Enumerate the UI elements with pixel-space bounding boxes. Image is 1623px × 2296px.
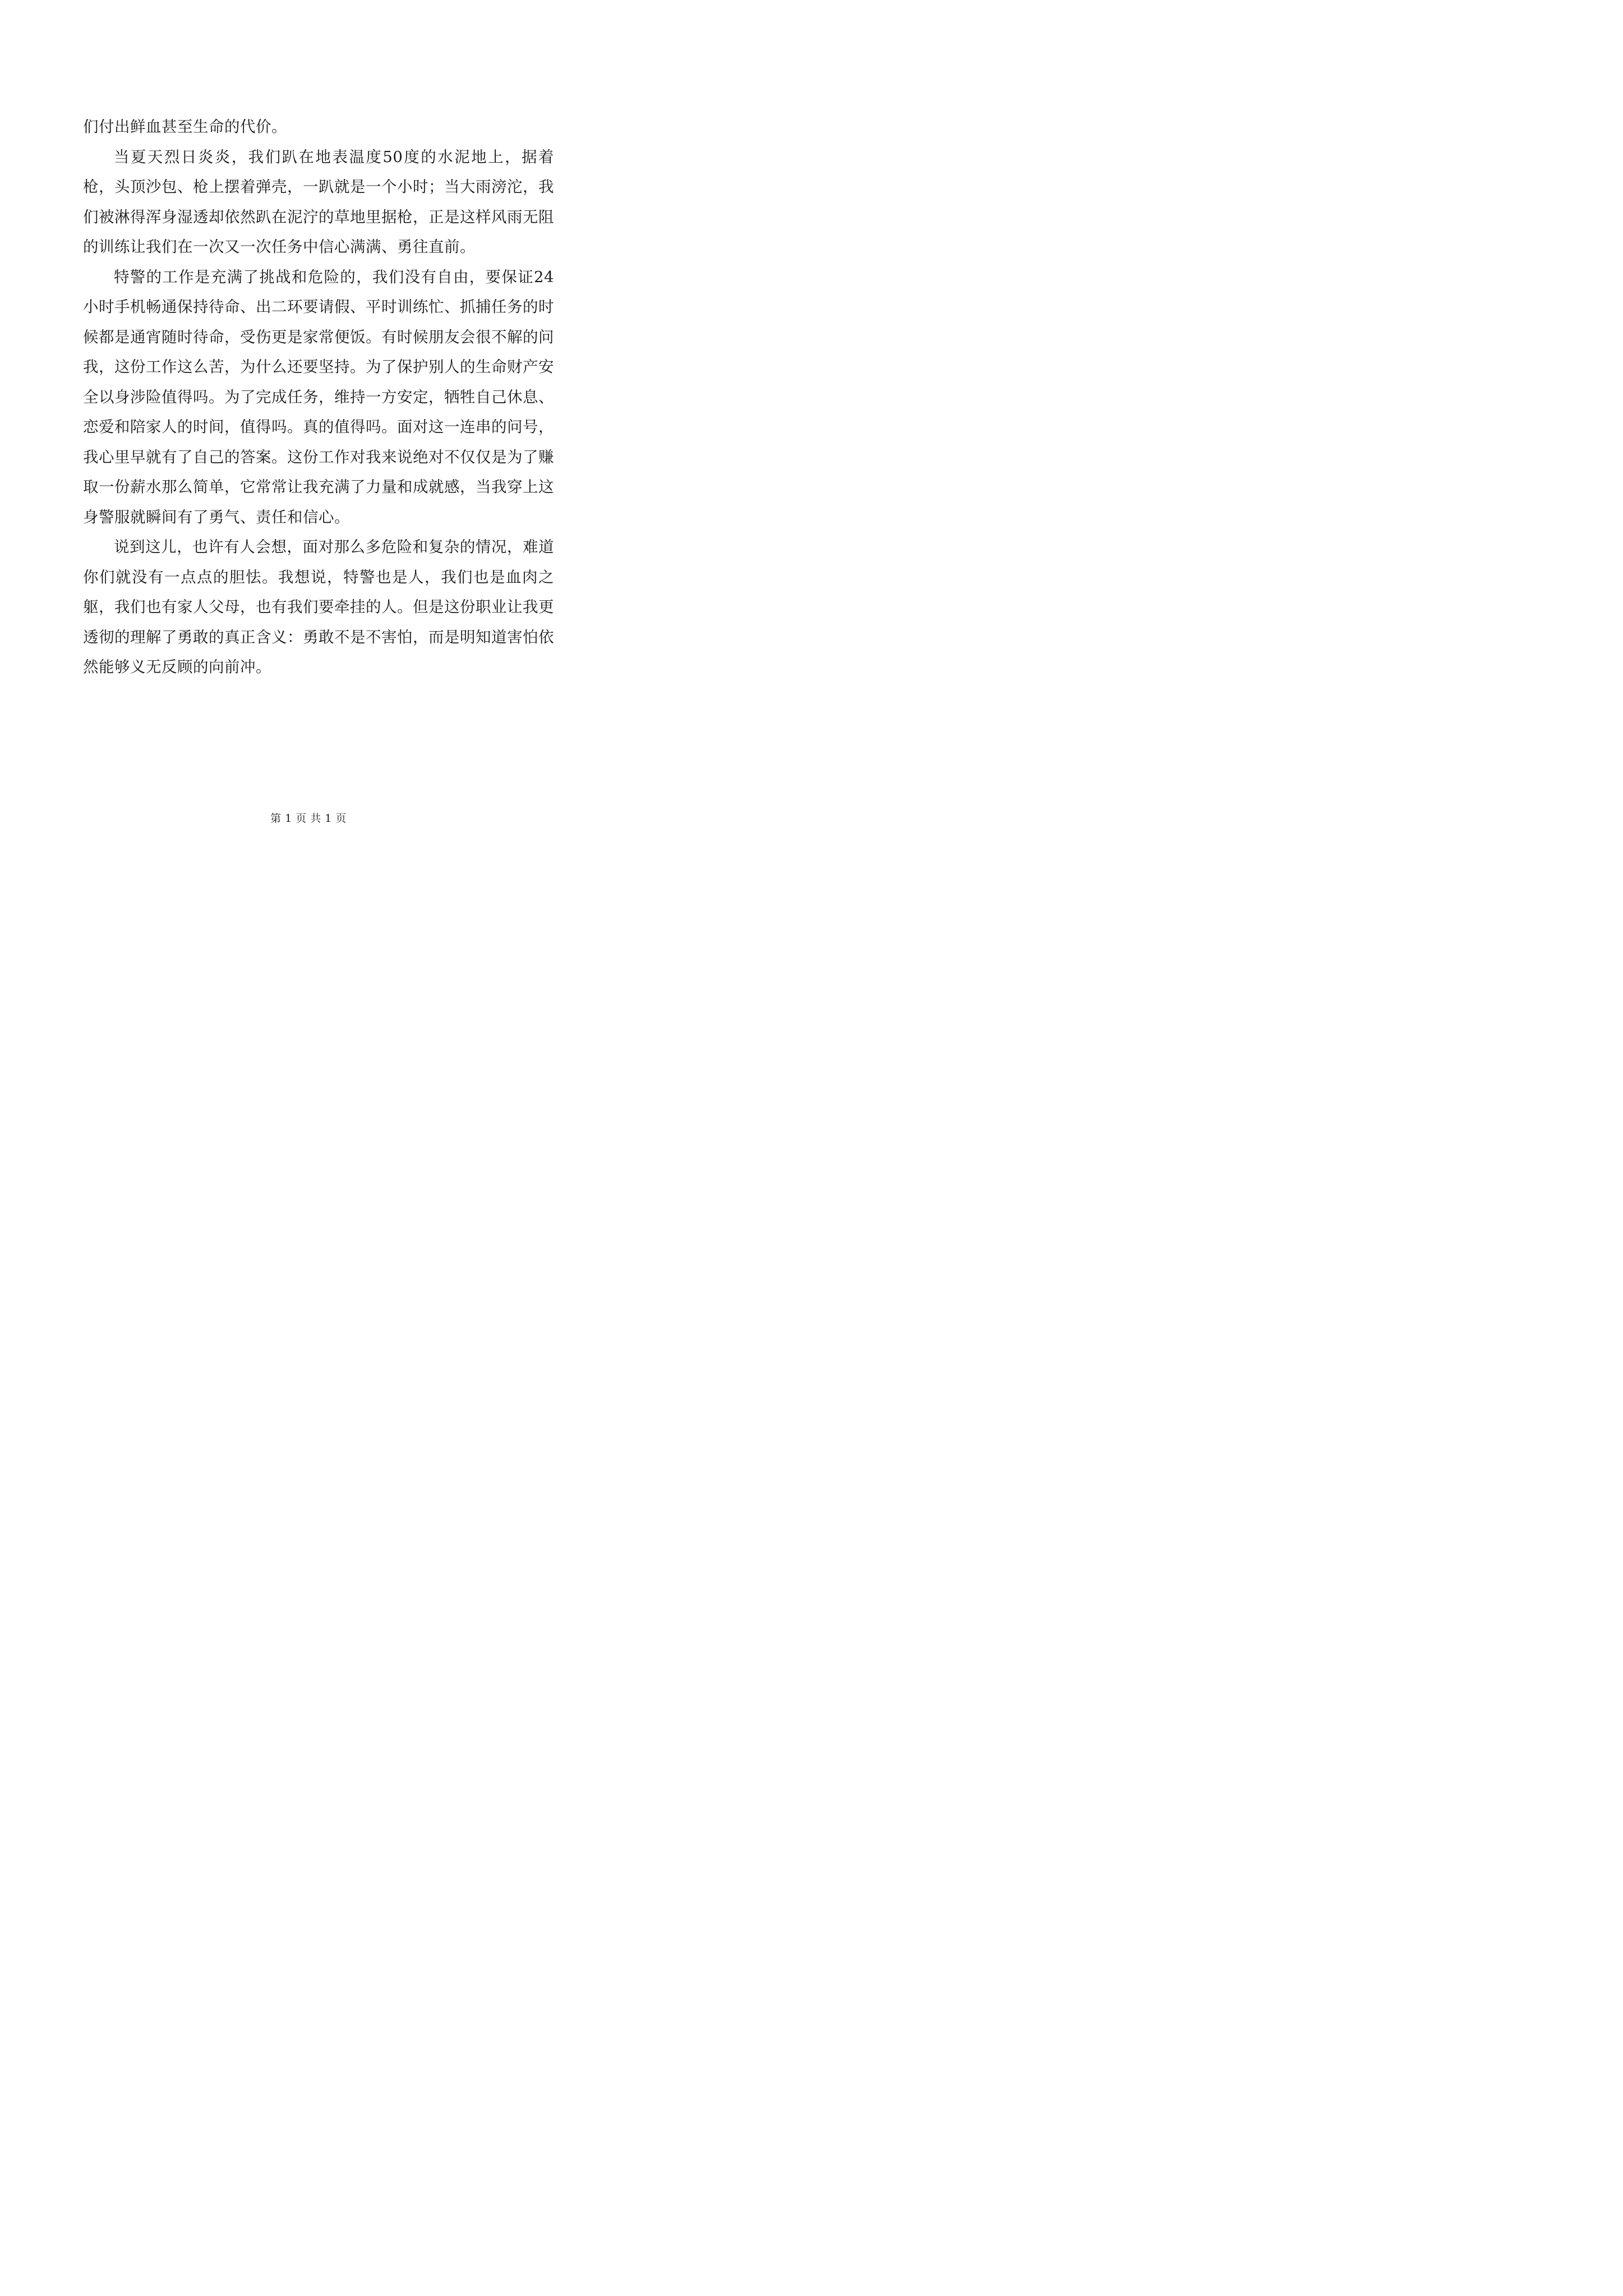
paragraph-work-challenges: 特警的工作是充满了挑战和危险的，我们没有自由，要保证24小时手机畅通保持待命、出二环要请假、平时训练忙、抓捕任务的时候都是通宵随时待命，受伤更是家常便饭。有时候朋友会很不解的问我，这份工作这么苦，为什么还要坚持。为了保护别人的生命财产安全以身涉险值得吗。为了完成任务，维持一方安定，牺牲自己休息、恋爱和陪家人的时间，值得吗。真的值得吗。面对这一连串的问号，我心里早就有了自己的答案。这份工作对我来说绝对不仅仅是为了赚取一份薪水那么简单，它常常让我充满了力量和成就感，当我穿上这身警服就瞬间有了勇气、责任和信心。 <box>83 268 554 526</box>
paragraph-training: 当夏天烈日炎炎，我们趴在地表温度50度的水泥地上，据着枪，头顶沙包、枪上摆着弹壳，一趴就是一个小时；当大雨滂沱，我们被淋得浑身湿透却依然趴在泥泞的草地里据枪，正是这样风雨无阻的训练让我们在一次又一次任务中信心满满、勇往直前。 <box>83 148 554 256</box>
document-body <box>83 112 554 683</box>
paragraph-courage: 说到这儿，也许有人会想，面对那么多危险和复杂的情况，难道你们就没有一点点的胆怯。我想说，特警也是人，我们也是血肉之躯，我们也有家人父母，也有我们要牵挂的人。但是这份职业让我更透彻的理解了勇敢的真正含义：勇敢不是不害怕，而是明知道害怕依然能够义无反顾的向前冲。 <box>83 538 554 676</box>
page-number-footer: 第 1 页 共 1 页 <box>270 812 347 825</box>
paragraph-continuation: 们付出鲜血甚至生命的代价。 <box>83 118 287 136</box>
